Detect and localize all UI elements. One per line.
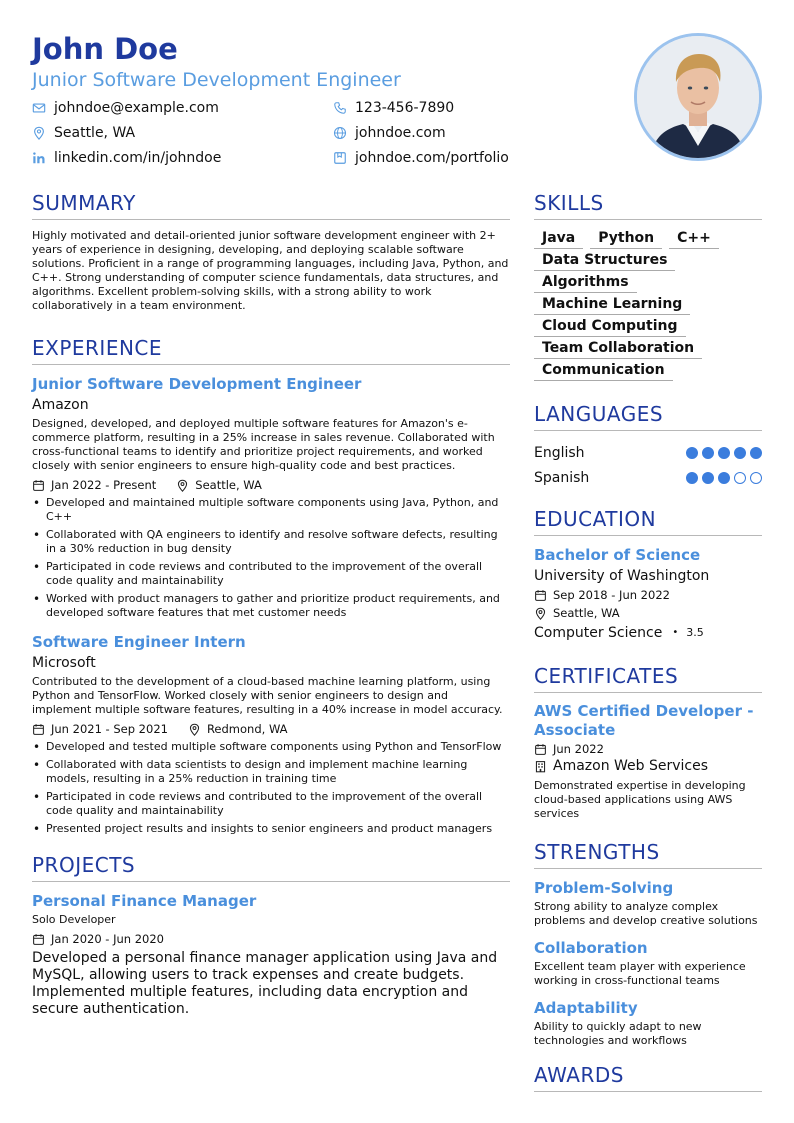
job-entry <box>32 374 510 620</box>
certificate-title: AWS Certified Developer - Associate <box>534 702 754 739</box>
language-name: English <box>534 444 585 461</box>
education-date-text: Sep 2018 - Jun 2022 <box>553 588 670 602</box>
location-icon <box>176 479 189 492</box>
calendar-icon <box>32 723 45 736</box>
education-field <box>534 623 762 643</box>
job-description: Contributed to the development of a cloud-based machine learning platform, using Python and TensorFlow. Worked closely with senior engineers to design and implement multiple software features, resulting in a 40% increase in model accuracy. <box>32 675 503 716</box>
phone-icon <box>333 101 347 115</box>
strength-description: Ability to quickly adapt to new technologies and workflows <box>534 1020 702 1047</box>
field-separator: • <box>672 627 679 638</box>
level-dot-filled <box>702 472 714 484</box>
language-name: Spanish <box>534 469 590 486</box>
list-item: • Presented project results and insights to senior engineers and product managers <box>32 822 510 836</box>
issuer-text: Amazon Web Services <box>553 758 709 774</box>
certificate-date-text: Jun 2022 <box>553 742 604 756</box>
language-row <box>534 465 762 490</box>
level-dot-empty <box>734 472 746 484</box>
experience-section <box>32 335 510 836</box>
contact-linkedin[interactable] <box>32 149 333 167</box>
skill-tag: Java <box>534 229 583 249</box>
level-dot-filled <box>702 447 714 459</box>
job-location: Redmond, WA <box>206 722 288 736</box>
education-location <box>534 605 762 621</box>
summary-section <box>32 190 510 313</box>
mail-icon <box>32 101 46 115</box>
contact-portfolio[interactable] <box>333 149 593 167</box>
globe-icon <box>333 126 347 140</box>
portrait-image <box>637 36 759 158</box>
company-name: Microsoft <box>32 655 96 671</box>
strength-title: Problem-Solving <box>534 879 674 897</box>
location-text: Seattle, WA <box>54 125 136 141</box>
job-entry <box>32 632 510 836</box>
certificate-date <box>534 741 762 757</box>
education-dates <box>534 587 762 603</box>
job-title: Software Engineer Intern <box>32 633 246 651</box>
avatar <box>634 33 762 161</box>
location-icon <box>534 607 547 620</box>
resume-header <box>32 30 622 167</box>
list-item: • Developed and maintained multiple software components using Java, Python, and C++ <box>32 496 510 524</box>
certificate-issuer <box>534 757 762 776</box>
website-text: johndoe.com <box>355 125 446 141</box>
left-column <box>32 190 510 1018</box>
degree: Bachelor of Science <box>534 546 701 564</box>
job-title: Junior Software Development Engineer <box>32 375 362 393</box>
skills-list <box>534 229 764 381</box>
skill-tag: Python <box>590 229 662 249</box>
skills-heading: SKILLS <box>534 190 762 220</box>
job-bullets <box>32 496 510 620</box>
field-of-study: Computer Science <box>534 625 663 641</box>
strength-title: Adaptability <box>534 999 638 1017</box>
building-icon <box>534 760 547 773</box>
strengths-heading: STRENGTHS <box>534 839 762 869</box>
job-meta <box>32 721 510 737</box>
project-description: Developed a personal finance manager application using Java and MySQL, allowing users to track expenses and create budgets. Implemented multiple features, including data encryption and secure authentication. <box>32 950 498 1017</box>
list-item: • Collaborated with QA engineers to identify and resolve software defects, resulting in a 30% reduction in bug density <box>32 528 510 556</box>
school-name: University of Washington <box>534 568 710 584</box>
languages-section <box>534 401 762 490</box>
skill-tag: C++ <box>669 229 719 249</box>
phone-text: 123-456-7890 <box>355 100 455 116</box>
contact-email[interactable] <box>32 99 333 117</box>
location-icon <box>32 126 46 140</box>
language-level <box>686 472 762 484</box>
project-dates: Jan 2020 - Jun 2020 <box>51 932 165 946</box>
project-title: Personal Finance Manager <box>32 892 257 910</box>
linkedin-icon <box>32 151 46 165</box>
strength-description: Excellent team player with experience working in cross-functional teams <box>534 960 746 987</box>
experience-heading: EXPERIENCE <box>32 335 510 365</box>
skill-tag: Communication <box>534 361 673 381</box>
projects-heading: PROJECTS <box>32 852 510 882</box>
list-item: • Developed and tested multiple software components using Python and TensorFlow <box>32 740 510 754</box>
skill-tag: Algorithms <box>534 273 637 293</box>
summary-text: Highly motivated and detail-oriented junior software development engineer with 2+ years of experience in designing, developing, and deploying scalable software solutions. Proficient in a range of programming languages, including Java, Python, and C++. Strong understanding of computer science fundamentals, data structures, and algorithms. Excellent problem-solving skills, with a strong ability to work collaboratively in a team environment. <box>32 229 509 312</box>
list-item: • Participated in code reviews and contributed to the improvement of the overall code quality and maintainability <box>32 560 510 588</box>
job-location: Seattle, WA <box>195 478 262 492</box>
calendar-icon <box>32 479 45 492</box>
level-dot-filled <box>686 472 698 484</box>
education-heading: EDUCATION <box>534 506 762 536</box>
language-row <box>534 440 762 465</box>
candidate-title: Junior Software Development Engineer <box>32 69 401 91</box>
job-meta <box>32 477 510 493</box>
skill-tag: Cloud Computing <box>534 317 686 337</box>
certificates-section <box>534 663 762 821</box>
level-dot-filled <box>750 447 762 459</box>
job-dates: Jan 2022 - Present <box>51 478 157 492</box>
portfolio-icon <box>333 151 347 165</box>
skill-tag: Team Collaboration <box>534 339 702 359</box>
list-item: • Worked with product managers to gather and prioritize product requirements, and developed software features that met customer needs <box>32 592 510 620</box>
skill-tag: Machine Learning <box>534 295 690 315</box>
gpa: 3.5 <box>686 626 704 639</box>
portfolio-text: johndoe.com/portfolio <box>355 150 509 166</box>
project-role: Solo Developer <box>32 913 116 926</box>
awards-heading: AWARDS <box>534 1062 762 1092</box>
job-dates: Jun 2021 - Sep 2021 <box>51 722 168 736</box>
education-location-text: Seattle, WA <box>553 606 620 620</box>
contact-website[interactable] <box>333 124 593 142</box>
candidate-name: John Doe <box>32 32 178 66</box>
certificate-description: Demonstrated expertise in developing cloud-based applications using AWS services <box>534 779 746 820</box>
level-dot-filled <box>718 472 730 484</box>
level-dot-empty <box>750 472 762 484</box>
language-level <box>686 447 762 459</box>
education-section <box>534 506 762 643</box>
strength-title: Collaboration <box>534 939 648 957</box>
company-name: Amazon <box>32 397 89 413</box>
location-icon <box>188 723 201 736</box>
level-dot-filled <box>718 447 730 459</box>
email-text: johndoe@example.com <box>54 100 219 116</box>
calendar-icon <box>534 589 547 602</box>
contact-list <box>32 99 622 167</box>
summary-heading: SUMMARY <box>32 190 510 220</box>
projects-section <box>32 852 510 1018</box>
job-bullets <box>32 740 510 836</box>
skills-section <box>534 190 762 381</box>
strengths-section <box>534 839 762 1048</box>
calendar-icon <box>534 743 547 756</box>
job-description: Designed, developed, and deployed multiple software features for Amazon's e-commerce platform, resulting in a 25% increase in sales revenue. Collaborated with cross-functional teams to identify and prioritize project requirements, and worked closely with senior engineers to ensure high-quality code and best practices. <box>32 417 495 472</box>
calendar-icon <box>32 933 45 946</box>
project-meta <box>32 931 510 947</box>
level-dot-filled <box>686 447 698 459</box>
list-item: • Participated in code reviews and contributed to the improvement of the overall code quality and maintainability <box>32 790 510 818</box>
contact-phone[interactable] <box>333 99 593 117</box>
skill-tag: Data Structures <box>534 251 675 271</box>
awards-section <box>534 1062 762 1092</box>
strength-description: Strong ability to analyze complex problems and develop creative solutions <box>534 900 758 927</box>
list-item: • Collaborated with data scientists to design and implement machine learning models, resulting in a 25% reduction in training time <box>32 758 510 786</box>
languages-heading: LANGUAGES <box>534 401 762 431</box>
contact-location <box>32 124 333 142</box>
certificates-heading: CERTIFICATES <box>534 663 762 693</box>
right-column <box>534 190 762 1101</box>
linkedin-text: linkedin.com/in/johndoe <box>54 150 222 166</box>
level-dot-filled <box>734 447 746 459</box>
